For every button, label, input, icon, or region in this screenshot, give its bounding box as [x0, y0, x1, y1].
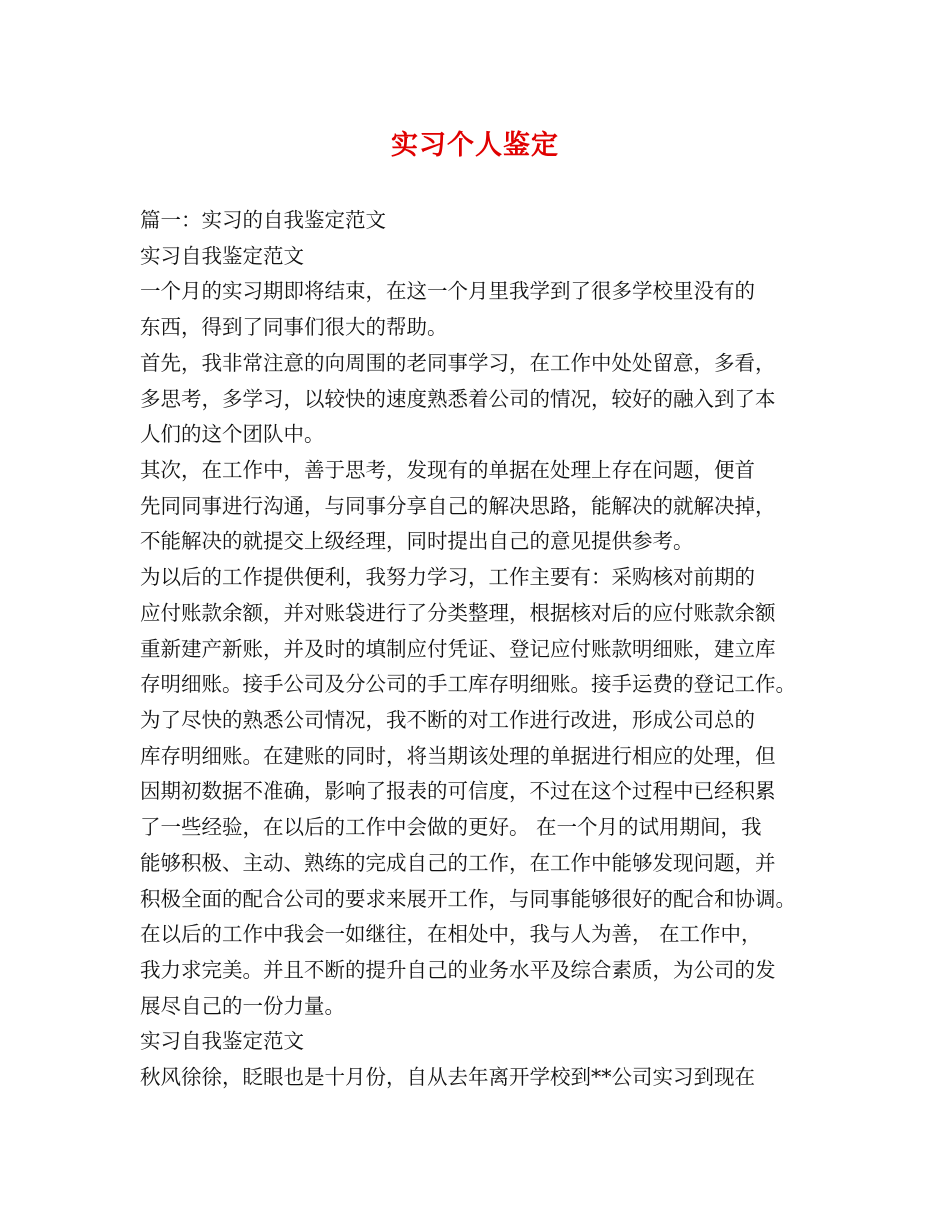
text-line-9: 先同同事进行沟通，与同事分享自己的解决思路，能解决的就解决掉， [140, 494, 776, 518]
text-line-14: 存明细账。接手公司及分公司的手工库存明细账。接手运费的登记工作。 [140, 672, 796, 696]
text-line-18: 了一些经验，在以后的工作中会做的更好。 在一个月的试用期间，我 [140, 815, 762, 839]
text-line-5: 首先，我非常注意的向周围的老同事学习，在工作中处处留意，多看， [140, 351, 776, 375]
text-line-12: 应付账款余额，并对账袋进行了分类整理，根据核对后的应付账款余额 [140, 601, 776, 625]
text-line-24: 实习自我鉴定范文 [140, 1029, 304, 1053]
text-line-8: 其次，在工作中，善于思考，发现有的单据在处理上存在问题，便首 [140, 458, 755, 482]
text-line-16: 库存明细账。在建账的同时，将当期该处理的单据进行相应的处理，但 [140, 744, 776, 768]
text-line-25: 秋风徐徐，眨眼也是十月份，自从去年离开学校到**公司实习到现在 [140, 1065, 755, 1089]
document-title: 实习个人鉴定 [391, 130, 559, 161]
text-line-7: 人们的这个团队中。 [140, 422, 325, 446]
text-line-13: 重新建产新账，并及时的填制应付凭证、登记应付账款明细账，建立库 [140, 637, 776, 661]
text-line-20: 积极全面的配合公司的要求来展开工作，与同事能够很好的配合和协调。 [140, 887, 796, 911]
text-line-17: 因期初数据不准确，影响了报表的可信度，不过在这个过程中已经积累 [140, 779, 776, 803]
text-line-10: 不能解决的就提交上级经理，同时提出自己的意见提供参考。 [140, 529, 694, 553]
text-line-23: 展尽自己的一份力量。 [140, 994, 345, 1018]
text-line-4: 东西，得到了同事们很大的帮助。 [140, 315, 448, 339]
text-line-15: 为了尽快的熟悉公司情况，我不断的对工作进行改进，形成公司总的 [140, 708, 755, 732]
text-line-21: 在以后的工作中我会一如继往，在相处中，我与人为善， 在工作中， [140, 922, 762, 946]
text-line-19: 能够积极、主动、熟练的完成自己的工作，在工作中能够发现问题，并 [140, 851, 776, 875]
text-line-22: 我力求完美。并且不断的提升自己的业务水平及综合素质，为公司的发 [140, 958, 776, 982]
text-line-6: 多思考，多学习，以较快的速度熟悉着公司的情况，较好的融入到了本 [140, 387, 776, 411]
text-line-1: 篇一：实习的自我鉴定范文 [140, 208, 386, 232]
text-line-11: 为以后的工作提供便利，我努力学习，工作主要有：采购核对前期的 [140, 565, 755, 589]
text-line-2: 实习自我鉴定范文 [140, 244, 304, 268]
text-line-3: 一个月的实习期即将结束，在这一个月里我学到了很多学校里没有的 [140, 279, 755, 303]
